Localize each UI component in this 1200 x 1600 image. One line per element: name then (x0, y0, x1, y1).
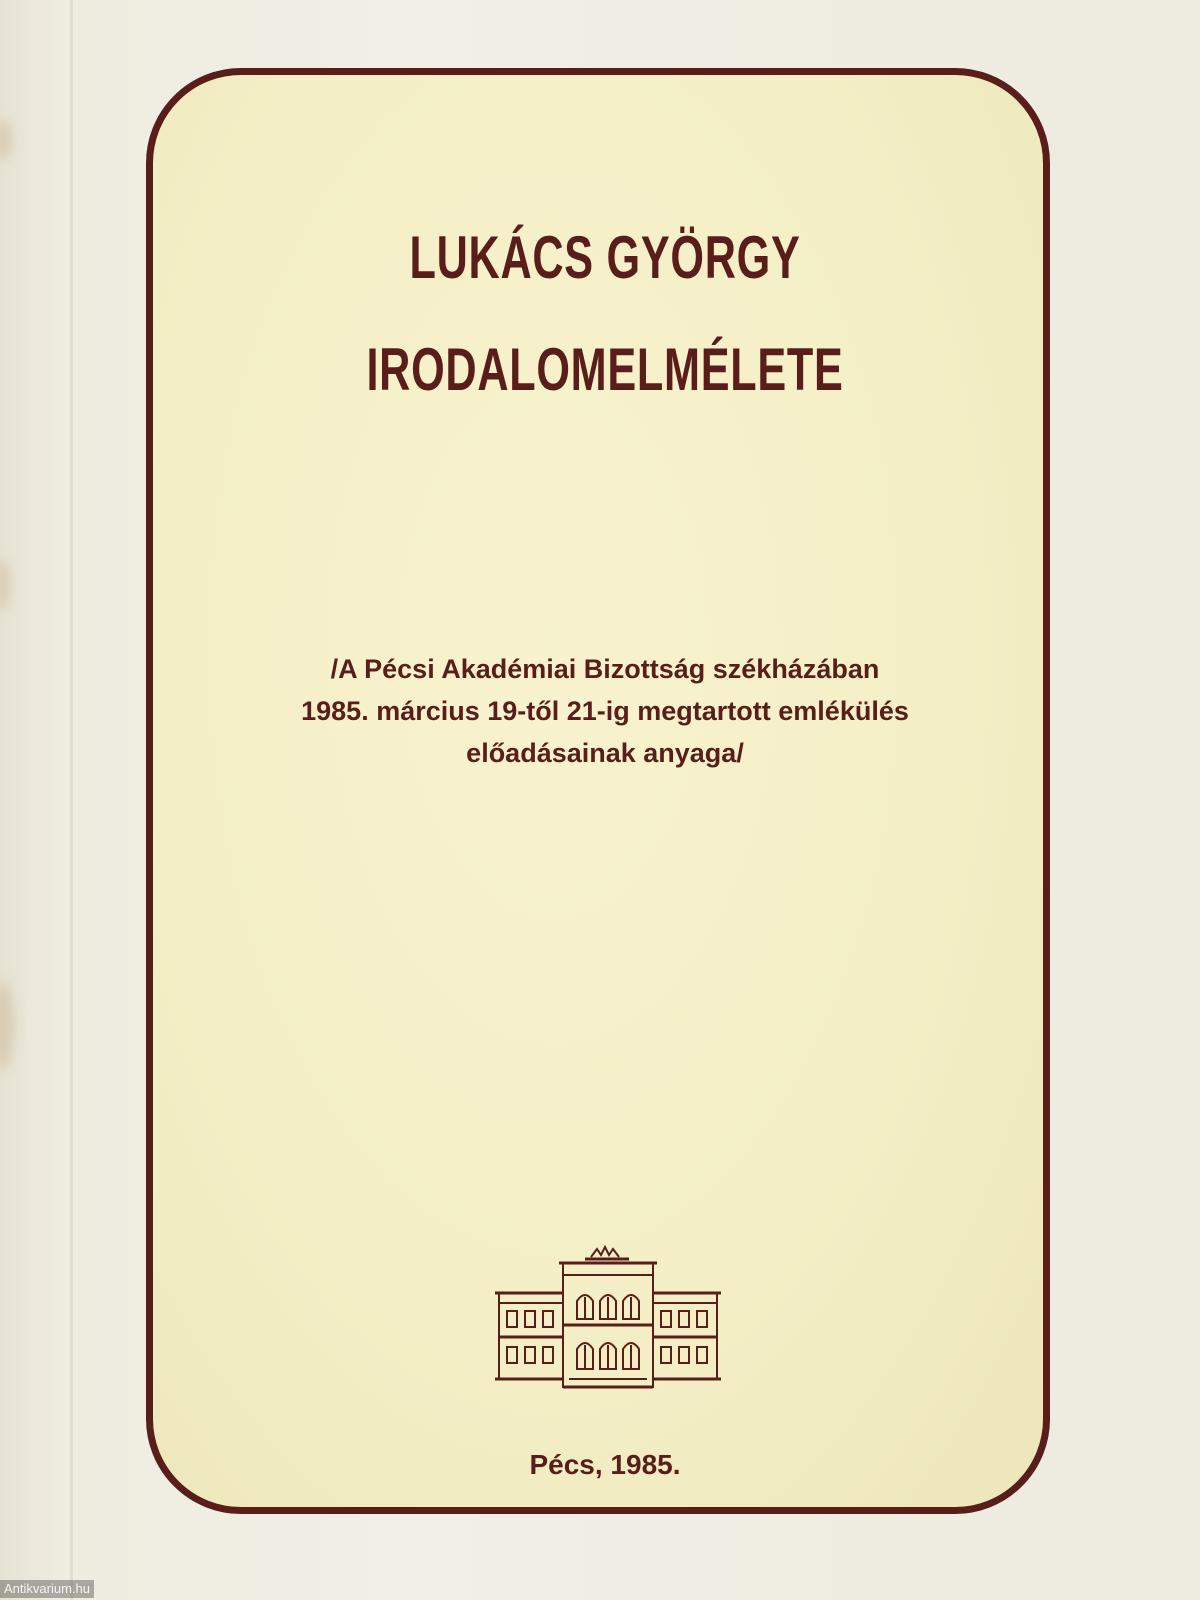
title-line-2: IRODALOMELMÉLETE (366, 336, 844, 403)
academy-building-icon (493, 1245, 723, 1395)
subtitle-line-2: 1985. március 19-től 21-ig megtartott emlékülés (301, 696, 909, 726)
subtitle-line-3: előadásainak anyaga/ (466, 738, 744, 768)
subtitle (213, 648, 997, 774)
cover-panel (146, 68, 1050, 1514)
title-line-1: LUKÁCS GYÖRGY (409, 224, 801, 291)
subtitle-line-1: /A Pécsi Akadémiai Bizottság székházában (330, 654, 880, 684)
spine-edge (70, 0, 73, 1600)
watermark: Antikvarium.hu (0, 1580, 94, 1598)
place-date: Pécs, 1985. (529, 1449, 681, 1480)
